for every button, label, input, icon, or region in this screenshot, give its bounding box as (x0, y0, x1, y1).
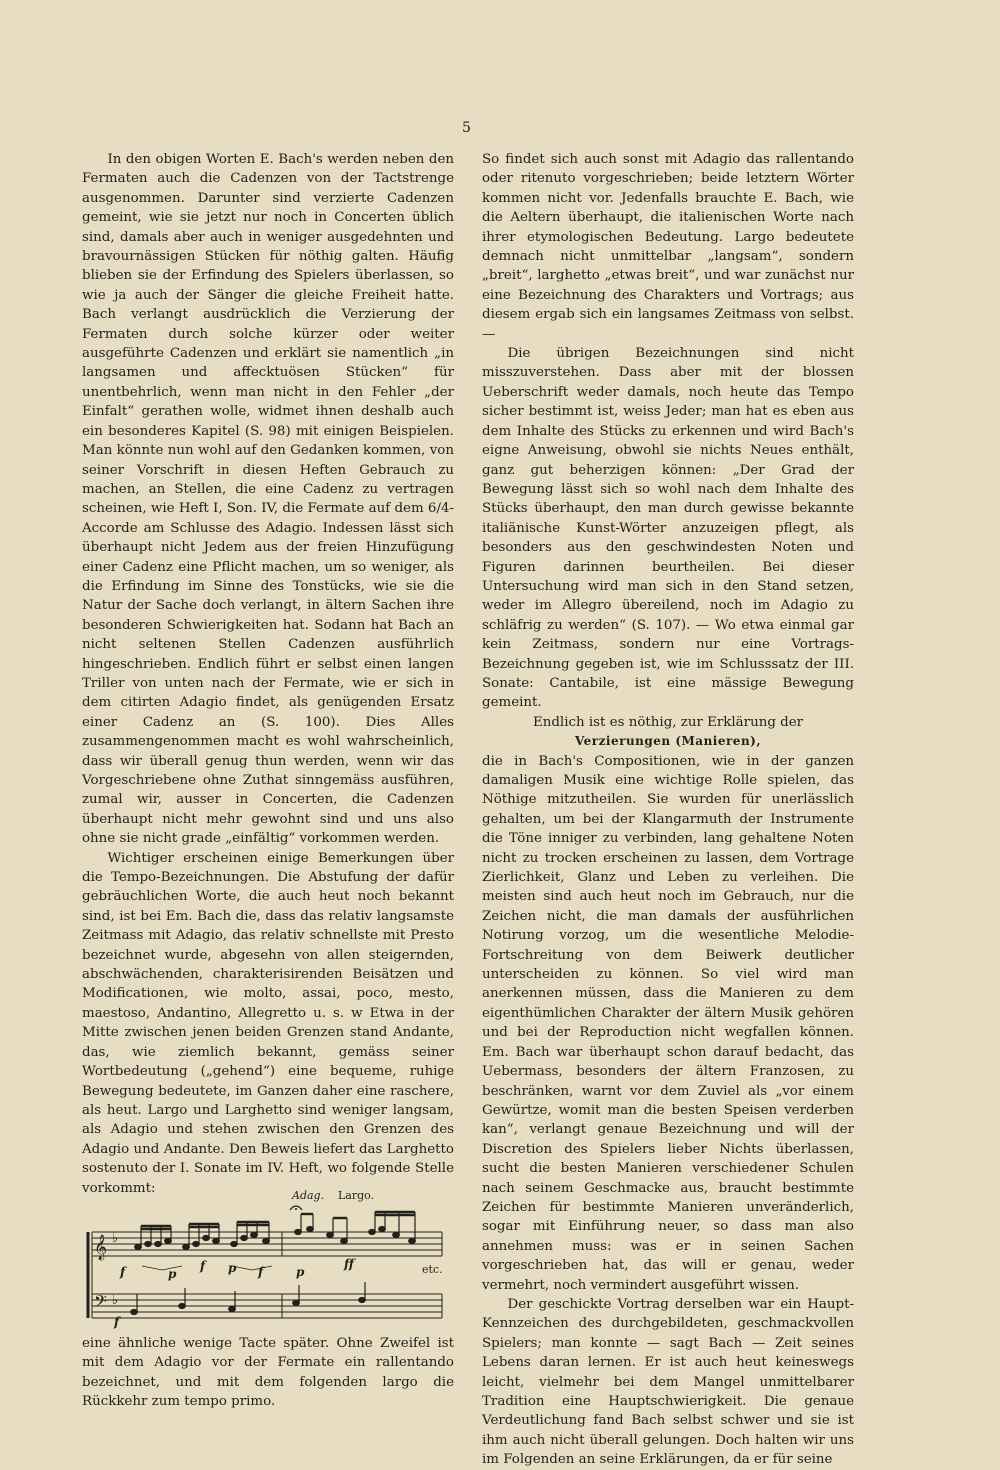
dynamic-mark-5: f (258, 1264, 264, 1279)
section-heading: Verzierungen (Manieren), (574, 734, 762, 749)
left-paragraph-2: Wichtiger erscheinen einige Bemerkungen über die Tempo-Bezeichnungen. Die Abstufung der dafür gebräuchlichen Worte, die auch heut noch bekannt sind, ist bei Em. Bach die, dass das relativ langsamste Zeitmass mit Adagio, das relativ schnellste mit Presto bezeichnet wurde, abgesehn von allen steigernden, abschwächenden, charakterisirenden Beisätzen und Modificationen, wie molto, assai, poco, mesto, maestoso, Andantino, Allegretto u. s. w Etwa in der Mitte zwischen jenen beiden Grenzen stand Andante, das, wie ziemlich bekannt, gemäss seiner Wortbedeutung („gehend“) eine bequeme, ruhige Bewegung bedeutete, im Ganzen daher eine raschere, als heut. Largo und Larghetto sind weniger langsam, als Adagio und stehen zwischen den Grenzen des Adagio und Andante. Den Beweis liefert das Larghetto sostenuto der I. Sonate im IV. Heft, wo folgende Stelle vorkommt: (82, 850, 454, 1196)
music-example (82, 1188, 454, 1330)
svg-text:𝄢: 𝄢 (94, 1290, 107, 1315)
tempo-label-adagio: Adag. (292, 1188, 325, 1202)
dynamic-mark-3: f (200, 1258, 206, 1273)
dynamic-mark-7: ff (344, 1256, 354, 1271)
dynamic-mark-2: p (168, 1266, 177, 1281)
svg-text:♭: ♭ (112, 1292, 119, 1308)
music-staff-graphic (82, 1200, 454, 1330)
right-paragraph-2: Die übrigen Bezeichnungen sind nicht misszuverstehen. Dass aber mit der blossen Ueberschrift weder damals, noch heute das Tempo sicher bestimmt ist, weiss Jeder; man hat es eben aus dem Inhalte des Stücks zu erkennen und wird Bach's eigne Anweisung, obwohl sie nichts Neues enthält, ganz gut beherzigen können: „Der Grad der Bewegung lässt sich so wohl nach dem Inhalte des Stücks überhaupt, den man durch gewisse bekannte italiänische Kunst-Wörter anzuzeigen pflegt, als besonders aus den geschwindesten Noten und Figuren darinnen beurtheilen. Bei dieser Untersuchung wird man sich in den Stand setzen, weder im Allegro übereilend, noch im Adagio zu schläfrig zu werden“ (S. 107). — Wo etwa einmal gar kein Zeitmass, sondern nur eine Vortrags-Bezeichnung gegeben ist, wie im Schlusssatz der III. Sonate: Cantabile, ist eine mässige Bewegung gemeint. (482, 346, 854, 711)
left-paragraph-1: In den obigen Worten E. Bach's werden neben den Fermaten auch die Cadenzen von der Tactstrenge ausgenommen. Darunter sind verzierte Cadenzen gemeint, wie sie jetzt nur noch in Concerten üblich sind, damals aber auch in weniger ausgedehnten und bravournässigen Stücken für nöthig galten. Häufig blieben sie der Erfindung des Spielers überlassen, so wie ja auch der Sänger die gleiche Freiheit hatte. Bach verlangt ausdrücklich die Verzierung der Fermaten durch solche kürzer oder weiter ausgeführte Cadenzen und erklärt sie namentlich „in langsamen und affecktuösen Stücken“ für unentbehrlich, wenn man nicht in den Fehler „der Einfalt“ gerathen wolle, widmet ihnen deshalb auch ein besonderes Kapitel (S. 98) mit einigen Beispielen. Man könnte nun wohl auf den Gedanken kommen, von seiner Vorschrift in diesen Heften Gebrauch zu machen, an Stellen, die eine Cadenz zu vertragen scheinen, wie Heft I, Son. IV, die Fermate auf dem 6/4-Accorde am Schlusse des Adagio. Indessen lässt sich überhaupt nicht Jedem aus der freien Hinzufügung einer Cadenz eine Pflicht machen, um so weniger, als die Erfindung im Sinne des Tonstücks, wie sie die Natur der Sache doch verlangt, in ältern Sachen ihre besonderen Schwierigkeiten hat. Sodann hat Bach an nicht seltenen Stellen Cadenzen ausführlich hingeschrieben. Endlich führt er selbst einen langen Triller von unten nach der Fermate, wie er sich in dem citirten Adagio findet, als genügenden Ersatz einer Cadenz an (S. 100). Dies Alles zusammengenommen macht es wohl wahrscheinlich, dass wir überall genug thun werden, wenn wir das Vorgeschriebene ohne Zuthat sinngemäss ausführen, zumal wir, ausser in Concerten, die Cadenzen überhaupt nicht mehr gewohnt sind und uns also ohne sie nicht grade „einfältig“ vorkommen werden. (82, 152, 454, 847)
left-paragraph-3: eine ähnliche wenige Tacte später. Ohne Zweifel ist mit dem Adagio vor der Fermate ein rallentando bezeichnet, und mit dem folgenden largo die Rückkehr zum tempo primo. (82, 1335, 454, 1410)
right-paragraph-1: So findet sich auch sonst mit Adagio das rallentando oder ritenuto vorgeschrieben; beide letztern Wörter kommen nicht vor. Jedenfalls brauchte E. Bach, wie die Aeltern überhaupt, die italienischen Worte nach ihrer etymologischen Bedeutung. Largo bedeutete demnach nicht unmittelbar „langsam“, sondern „breit“, larghetto „etwas breit“, und war zunächst nur eine Bezeichnung des Charakters und Vortrags; aus diesem ergab sich ein langsames Zeitmass von selbst. — (482, 152, 854, 342)
left-column (82, 150, 454, 1412)
right-paragraph-4: Der geschickte Vortrag derselben war ein Haupt-Kennzeichen des durchgebildeten, geschmackvollen Spielers; man konnte — sagt Bach — Zeit seines Lebens daran lernen. Er ist auch heut keineswegs leicht, vielmehr bei dem Mangel unmittelbarer Tradition eine Hauptschwierigkeit. Die genaue Verdeutlichung fand Bach selbst schwer und sie ist ihm auch nicht überall gelungen. Doch halten wir uns im Folgenden an seine Erklärungen, da er für seine (482, 1296, 854, 1468)
page-number: 5 (462, 120, 471, 136)
right-column (482, 150, 854, 1470)
section-lead: Endlich ist es nöthig, zur Erklärung der (532, 714, 804, 730)
right-paragraph-3: die in Bach's Compositionen, wie in der ganzen damaligen Musik eine wichtige Rolle spielen, das Nöthige mitzutheilen. Sie wurden für unerlässlich gehalten, um bei der Klangarmuth der Instrumente die Töne inniger zu verbinden, lang gehaltene Noten nicht zu trocken erscheinen zu lassen, dem Vortrage Zierlichkeit, Glanz und Leben zu verleihen. Die meisten sind auch heut noch im Gebrauch, nur die Zeichen nicht, die man damals der ausführlichen Notirung vorzog, um die wesentliche Melodie-Fortschreitung von dem Beiwerk deutlicher unterscheiden zu können. So viel wird man anerkennen müssen, dass die Manieren zu dem eigenthümlichen Charakter der ältern Musik gehören und bei der Reproduction nicht wegfallen können. Em. Bach war überhaupt schon darauf bedacht, das Uebermass, besonders der ältern Franzosen, zu beschränken, warnt vor dem Zuviel als „vor einem Gewürtze, womit man die besten Speisen verderben kan“, verlangt genaue Bezeichnung und will der Discretion des Spielers lieber Nichts überlassen, sucht die besten Manieren verschiedener Schulen nach seinem Geschmacke aus, braucht bestimmte Zeichen für bestimmte Manieren unveränderlich, sogar mit Einführung neuer, so dass man also annehmen muss: was er in seinen Sachen vorgeschrieben hat, das will er genau, weder vermehrt, noch vermindert ausgeführt wissen. (482, 753, 854, 1293)
dynamic-mark-1: f (120, 1264, 126, 1279)
etc-label: etc. (422, 1262, 443, 1276)
dynamic-mark-bass: f (114, 1314, 120, 1329)
dynamic-mark-6: p (296, 1264, 305, 1279)
dynamic-mark-4: p (228, 1260, 237, 1275)
svg-text:♭: ♭ (112, 1230, 119, 1246)
svg-text:𝄞: 𝄞 (94, 1234, 108, 1260)
tempo-label-largo: Largo. (338, 1188, 375, 1202)
